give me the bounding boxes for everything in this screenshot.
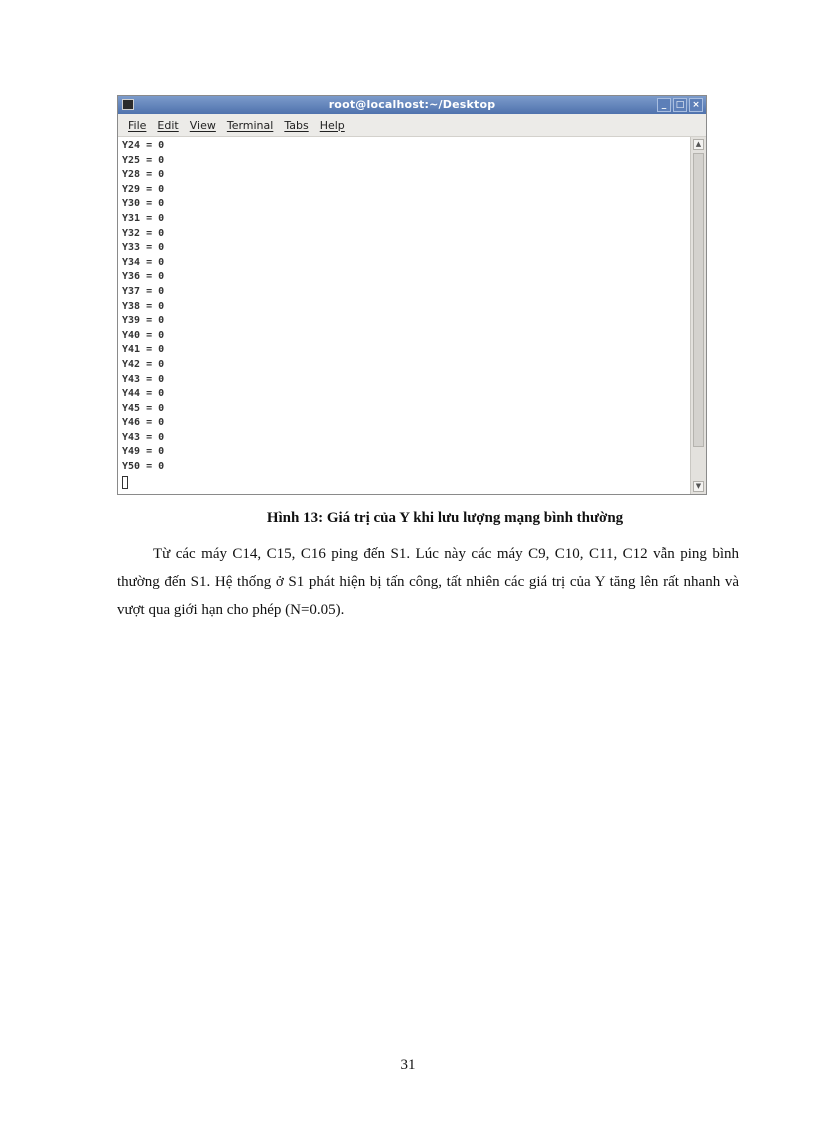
- maximize-icon[interactable]: □: [673, 98, 687, 112]
- terminal-line: Y43 = 0: [122, 373, 165, 385]
- menu-bar: [118, 114, 706, 137]
- terminal-line: Y44 = 0: [122, 388, 165, 400]
- vertical-scrollbar[interactable]: [690, 137, 706, 494]
- arrow-up-icon[interactable]: ▲: [693, 139, 704, 150]
- terminal-window-screenshot: [117, 95, 707, 495]
- terminal-line: Y45 = 0: [122, 402, 165, 414]
- terminal-line: Y30 = 0: [122, 198, 165, 210]
- terminal-line: Y39 = 0: [122, 315, 165, 327]
- terminal-line: Y34 = 0: [122, 256, 165, 268]
- menu-item-terminal[interactable]: Terminal: [226, 118, 274, 132]
- menu-item-edit[interactable]: Edit: [157, 118, 179, 132]
- terminal-line: Y33 = 0: [122, 242, 165, 254]
- terminal-line: Y31 = 0: [122, 212, 165, 224]
- menu-item-view[interactable]: View: [189, 118, 216, 132]
- terminal-line: Y42 = 0: [122, 358, 165, 370]
- menu-item-help[interactable]: Help: [319, 118, 345, 132]
- terminal-line: Y28 = 0: [122, 169, 165, 181]
- page-number: 31: [400, 1057, 416, 1073]
- terminal-line: Y25 = 0: [122, 154, 165, 166]
- terminal-prompt-line[interactable]: [122, 475, 690, 490]
- menu-item-file[interactable]: File: [128, 118, 147, 132]
- minimize-icon[interactable]: _: [657, 98, 671, 112]
- terminal-line: Y46 = 0: [122, 417, 165, 429]
- terminal-line: Y49 = 0: [122, 446, 165, 458]
- terminal-line: Y38 = 0: [122, 300, 165, 312]
- terminal-line: Y36 = 0: [122, 271, 165, 283]
- window-titlebar[interactable]: [118, 96, 706, 114]
- terminal-line: Y29 = 0: [122, 183, 165, 195]
- terminal-line: Y41 = 0: [122, 344, 165, 356]
- terminal-line: Y50 = 0: [122, 461, 165, 473]
- terminal-line: Y43 = 0: [122, 431, 165, 443]
- terminal-line: Y37 = 0: [122, 285, 165, 297]
- menu-item-tabs[interactable]: Tabs: [284, 118, 309, 132]
- terminal-line: Y24 = 0: [122, 140, 165, 151]
- terminal-cursor: [122, 476, 128, 489]
- scrollbar-thumb[interactable]: [693, 153, 704, 447]
- terminal-output[interactable]: [118, 137, 690, 494]
- terminal-line: Y40 = 0: [122, 329, 165, 341]
- body-paragraph: [117, 540, 739, 624]
- terminal-line: Y32 = 0: [122, 227, 165, 239]
- window-title: root@localhost:~/Desktop: [328, 98, 496, 111]
- close-icon[interactable]: ×: [689, 98, 703, 112]
- paragraph-text: Từ các máy C14, C15, C16 ping đến S1. Lúc này các máy C9, C10, C11, C12 vẫn ping bình thường đến S1. Hệ thống ở S1 phát hiện bị tấn công, tất nhiên các giá trị của Y tăng lên rất nhanh và vượt qua giới hạn cho phép (N=0.05).: [117, 546, 739, 618]
- figure-caption: Hình 13: Giá trị của Y khi lưu lượng mạng bình thường: [266, 510, 624, 526]
- arrow-down-icon[interactable]: ▼: [693, 481, 704, 492]
